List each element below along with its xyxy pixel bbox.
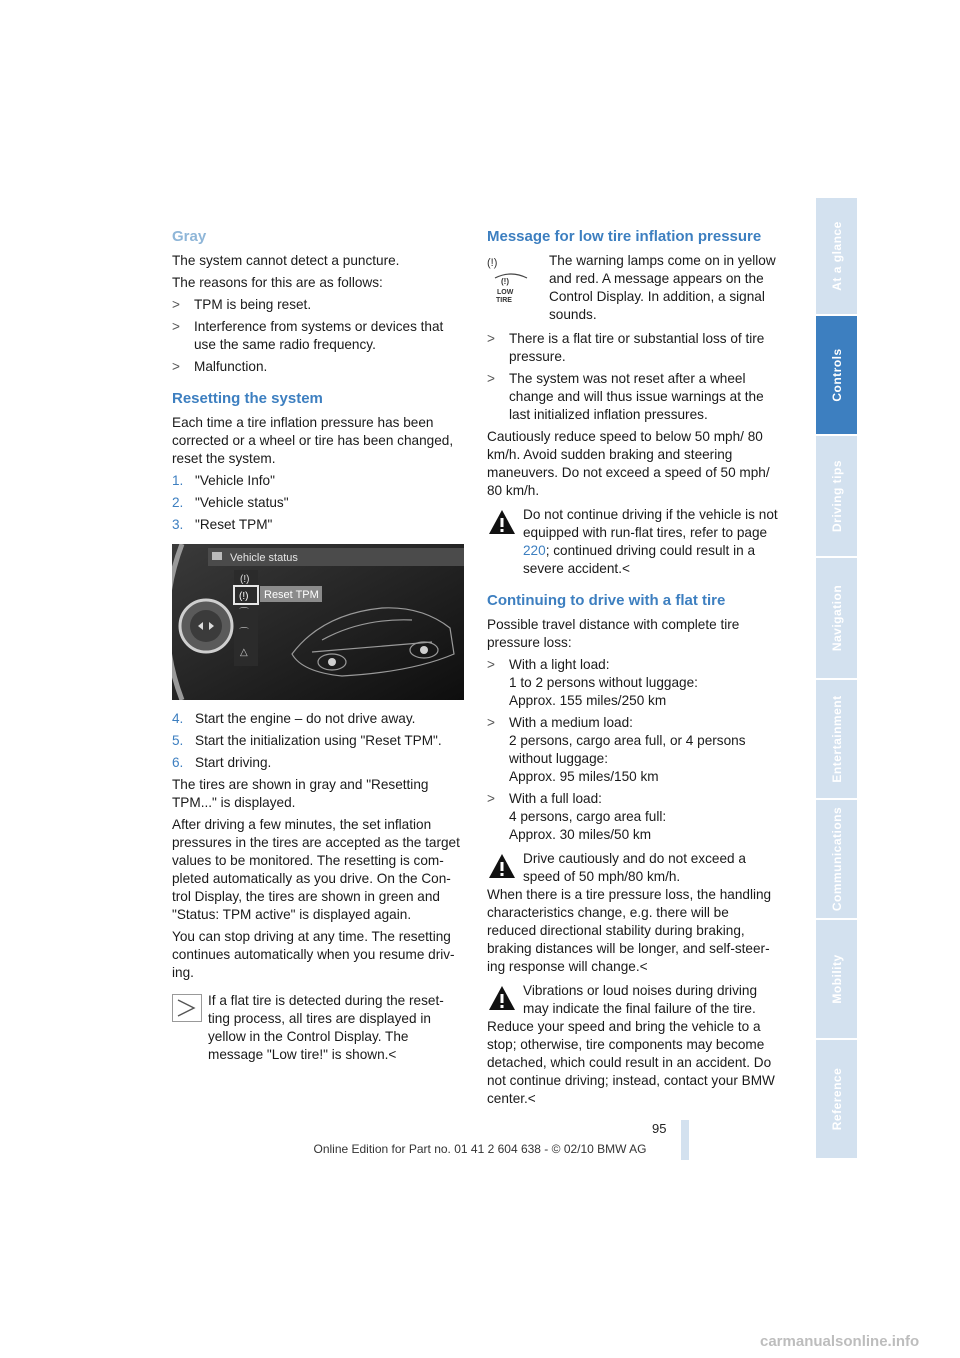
low-tire-warning-icon xyxy=(487,254,535,306)
gray-paragraph-1: The system cannot detect a puncture. xyxy=(172,253,400,268)
svg-text:⌒: ⌒ xyxy=(239,608,249,619)
svg-text:(!): (!) xyxy=(240,574,250,585)
warning-block: Vibrations or loud noises during driving may indicate the final failure of the tire. Reduce your speed and bring the vehicle to a stop; otherwise, tire components may become detached, which could result in an accident. Do not continue driving; instead, contact your BMW center.< xyxy=(487,983,775,1106)
warning-triangle-icon xyxy=(487,984,517,1012)
bullet-item: > TPM is being reset. xyxy=(172,297,312,312)
svg-text:(!): (!) xyxy=(501,277,509,286)
bullet-item: > Interference from systems or devices that use the same radio frequency. xyxy=(172,319,444,352)
paragraph: You can stop driving at any time. The resetting continues automatically when you resume driv-ing. xyxy=(172,929,455,980)
warning-block: Do not continue driving if the vehicle is not equipped with run-flat tires, refer to page 220; continued driving could result in a severe accident.< xyxy=(487,506,779,578)
watermark: carmanualsonline.info xyxy=(760,1333,920,1350)
svg-text:⌒: ⌒ xyxy=(239,628,249,639)
tab-controls[interactable]: Controls xyxy=(816,316,857,436)
footer-edition-text: Online Edition for Part no. 01 41 2 604 638 - © 02/10 BMW AG xyxy=(313,1142,647,1156)
svg-text:△: △ xyxy=(240,647,248,658)
step-item: 3. "Reset TPM" xyxy=(172,517,273,532)
load-item: > With a medium load: 2 persons, cargo area full, or 4 persons without luggage: Approx. 95 miles/150 km xyxy=(487,715,746,784)
load-item: > With a light load: 1 to 2 persons without luggage: Approx. 155 miles/250 km xyxy=(487,657,698,708)
tab-navigation[interactable]: Navigation xyxy=(816,558,857,680)
tab-mobility[interactable]: Mobility xyxy=(816,920,857,1040)
svg-text:(!): (!) xyxy=(239,591,249,602)
gray-paragraph-2: The reasons for this are as follows: xyxy=(172,275,383,290)
svg-text:TIRE: TIRE xyxy=(496,297,512,304)
note-text: If a flat tire is detected during the reset-ting process, all tires are displayed in yellow in the Control Display. The message "Low tire!" is shown.< xyxy=(208,993,444,1062)
warning-block: Drive cautiously and do not exceed a speed of 50 mph/80 km/h. When there is a tire pressure loss, the handling characteristics change, e.g. there will be reduced directional stability during braking, braking distances will be longer, and self-steer-ing response will change.< xyxy=(487,851,772,974)
step-item: 4. Start the engine – do not drive away. xyxy=(172,711,416,726)
gray-heading: Gray xyxy=(172,228,207,245)
tab-entertainment[interactable]: Entertainment xyxy=(816,680,857,800)
left-column xyxy=(172,228,464,1068)
tab-at-a-glance[interactable]: At a glance xyxy=(816,198,857,316)
message-heading: Message for low tire inflation pressure xyxy=(487,228,762,245)
step-item: 2. "Vehicle status" xyxy=(172,495,289,510)
bullet-item: > Malfunction. xyxy=(172,359,268,374)
tab-driving-tips[interactable]: Driving tips xyxy=(816,436,857,558)
paragraph: Possible travel distance with complete tire pressure loss: xyxy=(487,617,740,650)
load-item: > With a full load: 4 persons, cargo area full: Approx. 30 miles/50 km xyxy=(487,791,667,842)
paragraph: After driving a few minutes, the set inflation pressures in the tires are accepted as the target values to be monitored. The resetting is com-pleted automatically as you drive. On the Con-trol Display, the tires are shown in green and "Status: TPM active" is displayed again. xyxy=(172,817,460,922)
continue-heading: Continuing to drive with a flat tire xyxy=(487,592,726,609)
tab-communications[interactable]: Communications xyxy=(816,800,857,920)
paragraph: Cautiously reduce speed to below 50 mph/ 80 km/h. Avoid sudden braking and steering maneuvers. Do not exceed a speed of 50 mph/ 80 km/h. xyxy=(487,429,770,498)
bullet-item: > The system was not reset after a wheel change and will thus issue warnings at the last initialized inflation pressures. xyxy=(487,371,764,422)
bullet-item: > There is a flat tire or substantial loss of tire pressure. xyxy=(487,331,765,364)
svg-text:LOW: LOW xyxy=(497,289,514,296)
low-tire-message-block xyxy=(487,252,779,324)
svg-text:(!): (!) xyxy=(487,257,498,269)
tab-reference[interactable]: Reference xyxy=(816,1040,857,1160)
message-text: The warning lamps come on in yellow and red. A message appears on the Control Display. In addition, a signal sounds. xyxy=(549,253,776,322)
reset-heading: Resetting the system xyxy=(172,390,323,407)
note-block xyxy=(172,992,464,1064)
warning-triangle-icon xyxy=(487,852,517,880)
paragraph: The tires are shown in gray and "Resetting TPM..." is displayed. xyxy=(172,777,429,810)
control-display-screenshot xyxy=(172,544,464,700)
step-item: 6. Start driving. xyxy=(172,755,272,770)
page-number: 95 xyxy=(652,1121,667,1136)
screen-title: Vehicle status xyxy=(230,552,298,564)
warning-triangle-icon xyxy=(487,508,517,536)
reset-paragraph: Each time a tire inflation pressure has been corrected or a wheel or tire has been changed, reset the system. xyxy=(172,415,454,466)
step-item: 5. Start the initialization using "Reset TPM". xyxy=(172,733,442,748)
step-item: 1. "Vehicle Info" xyxy=(172,473,275,488)
reset-tpm-menu-label: Reset TPM xyxy=(264,589,319,601)
right-column xyxy=(487,228,779,1112)
page-link[interactable]: 220 xyxy=(523,543,546,558)
section-tab-bar xyxy=(816,198,857,1160)
note-arrow-icon xyxy=(172,994,202,1022)
